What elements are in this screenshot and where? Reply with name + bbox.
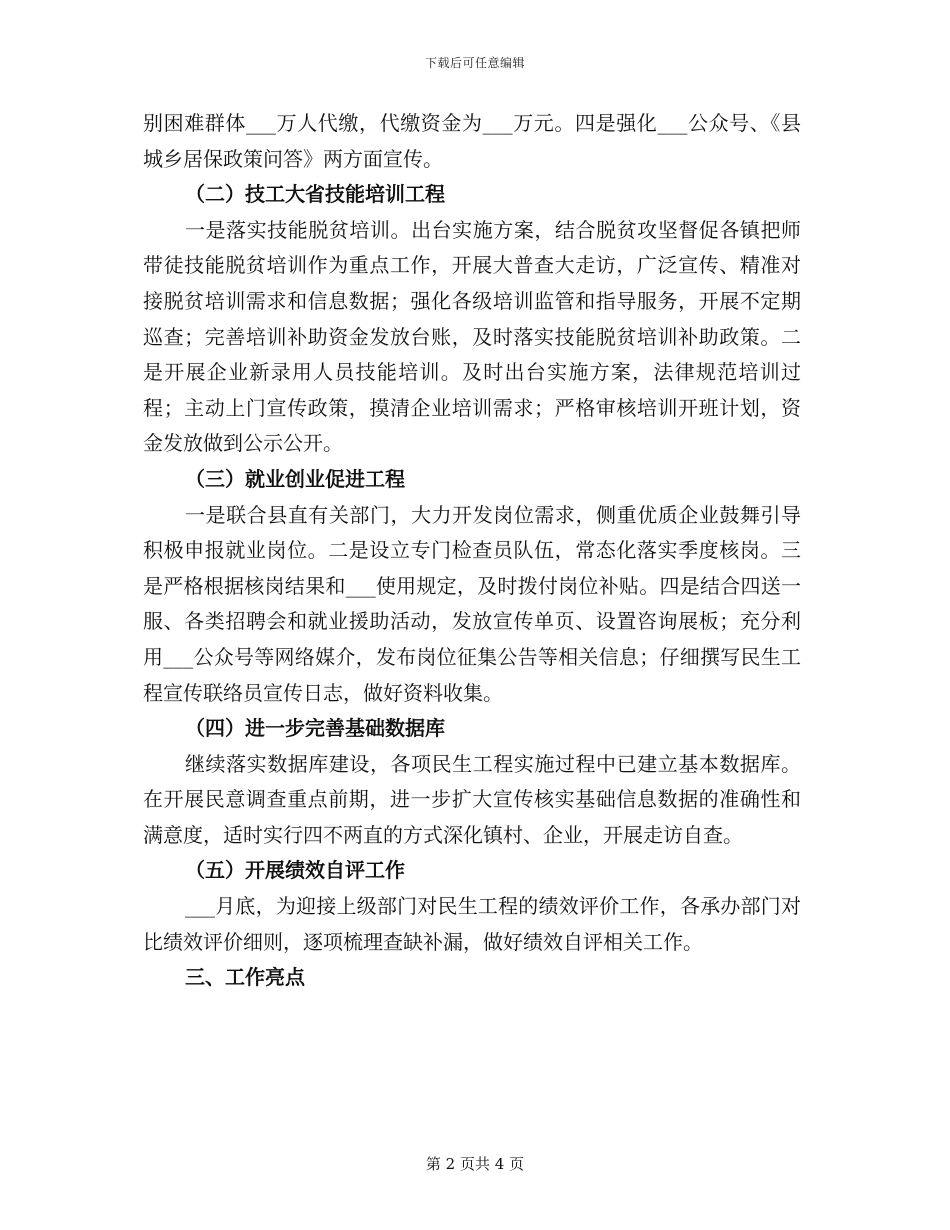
paragraph-intro: 别困难群体___万人代缴，代缴资金为___万元。四是强化___公众号、《县城乡居保政策问答》两方面宣传。 [143, 111, 801, 171]
paragraph-employment-promotion: 一是联合县直有关部门，大力开发岗位需求，侧重优质企业鼓舞引导积极申报就业岗位。二是设立专门检查员队伍，常态化落实季度核岗。三是严格根据核岗结果和___使用规定，及时拨付岗位补贴。四是结合四送一服、各类招聘会和就业援助活动，发放宣传单页、设置咨询展板；充分利用___公众号等网络媒介，发布岗位征集公告等相关信息；仔细撰写民生工程宣传联络员宣传日志，做好资料收集。 [143, 502, 801, 705]
heading-employment-promotion: （三）就业创业促进工程 [185, 466, 405, 491]
paragraph-skills-training: 一是落实技能脱贫培训。出台实施方案，结合脱贫攻坚督促各镇把师带徒技能脱贫培训作为重点工作，开展大普查大走访，广泛宣传、精准对接脱贫培训需求和信息数据；强化各级培训监管和指导服务，开展不定期巡查；完善培训补助资金发放台账，及时落实技能脱贫培训补助政策。二是开展企业新录用人员技能培训。及时出台实施方案，法律规范培训过程；主动上门宣传政策，摸清企业培训需求；严格审核培训开班计划，资金发放做到公示公开。 [143, 217, 801, 456]
paragraph-performance-evaluation: ___月底，为迎接上级部门对民生工程的绩效评价工作，各承办部门对比绩效评价细则，逐项梳理查缺补漏，做好绩效自评相关工作。 [143, 894, 801, 954]
page-header-note: 下载后可任意编辑 [424, 56, 525, 70]
heading-performance-evaluation: （五）开展绩效自评工作 [185, 858, 405, 883]
heading-skills-training: （二）技工大省技能培训工程 [185, 182, 445, 207]
heading-database: （四）进一步完善基础数据库 [185, 716, 445, 741]
document-body [143, 106, 801, 996]
page-number: 第 2 页共 4 页 [425, 1155, 525, 1173]
paragraph-database: 继续落实数据库建设，各项民生工程实施过程中已建立基本数据库。在开展民意调查重点前期，进一步扩大宣传核实基础信息数据的准确性和满意度，适时实行四不两直的方式深化镇村、企业，开展走访自查。 [143, 751, 801, 847]
heading-work-highlights: 三、工作亮点 [185, 965, 305, 990]
